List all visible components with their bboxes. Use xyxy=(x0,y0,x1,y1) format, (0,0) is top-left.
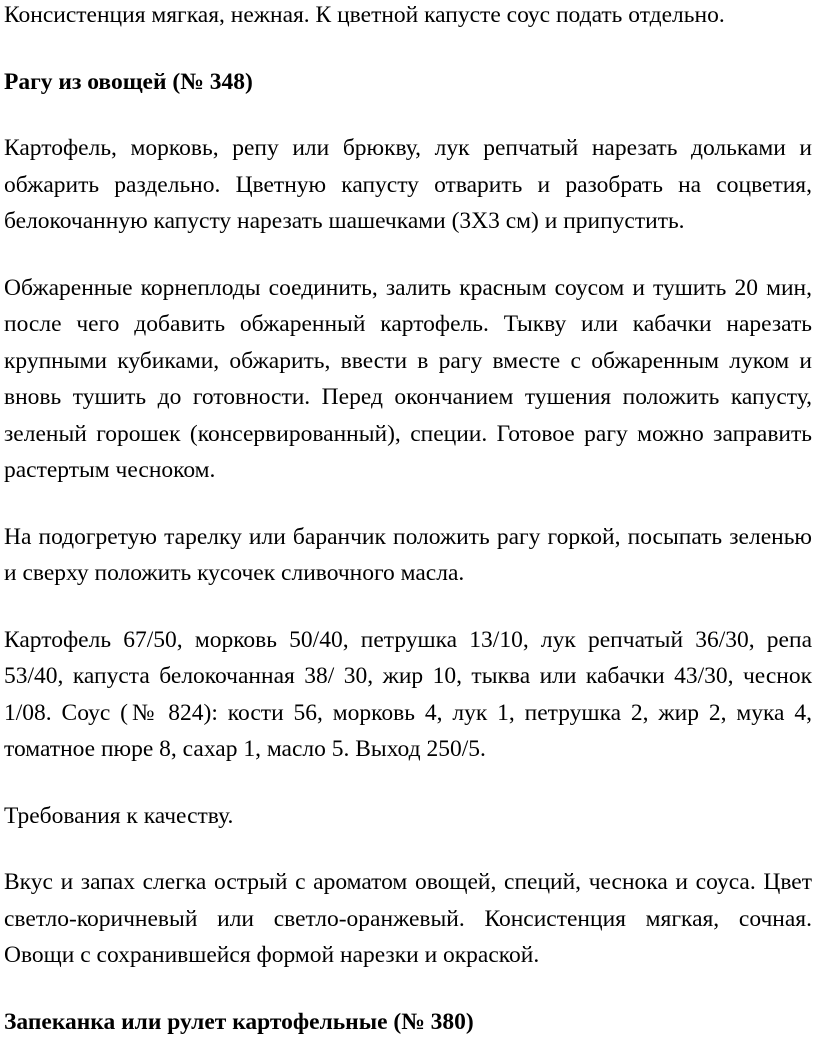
preparation-paragraph-1: Картофель, морковь, репу или брюкву, лук репчатый нарезать дольками и обжарить раздельно. Цветную капусту отварить и разобрать на соцветия, белокочанную капусту нарезать шашечками (3Х3 см) и припустить. xyxy=(4,130,812,240)
ingredients-paragraph: Картофель 67/50, морковь 50/40, петрушка 13/10, лук репчатый 36/30, репа 53/40, капуста белокочанная 38/ 30, жир 10, тыква или кабачки 43/30, чеснок 1/08. Соус (№ 824): кости 56, морковь 4, лук 1, петрушка 2, жир 2, мука 4, томатное пюре 8, сахар 1, масло 5. Выход 250/5. xyxy=(4,622,812,768)
intro-paragraph: Консистенция мягкая, нежная. К цветной капусте соус подать отдельно. xyxy=(4,0,812,34)
document-page xyxy=(4,0,812,1040)
quality-requirements-title: Требования к качеству. xyxy=(4,798,812,835)
quality-paragraph: Вкус и запах слегка острый с ароматом овощей, специй, чеснока и соуса. Цвет светло-коричневый или светло-оранжевый. Консистенция мягкая, сочная. Овощи с сохранившейся формой нарезки и окраской. xyxy=(4,864,812,974)
recipe-heading-casserole: Запеканка или рулет картофельные (№ 380) xyxy=(4,1004,812,1040)
recipe-heading-ragout: Рагу из овощей (№ 348) xyxy=(4,64,812,101)
preparation-paragraph-2: Обжаренные корнеплоды соединить, залить красным соусом и тушить 20 мин, после чего добавить обжаренный картофель. Тыкву или кабачки нарезать крупными кубиками, обжарить, ввести в рагу вместе с обжаренным луком и вновь тушить до готовности. Перед окончанием тушения положить капусту, зеленый горошек (консервированный), специи. Готовое рагу можно заправить растертым чесноком. xyxy=(4,270,812,489)
serving-paragraph: На подогретую тарелку или баранчик положить рагу горкой, посыпать зеленью и сверху положить кусочек сливочного масла. xyxy=(4,519,812,592)
